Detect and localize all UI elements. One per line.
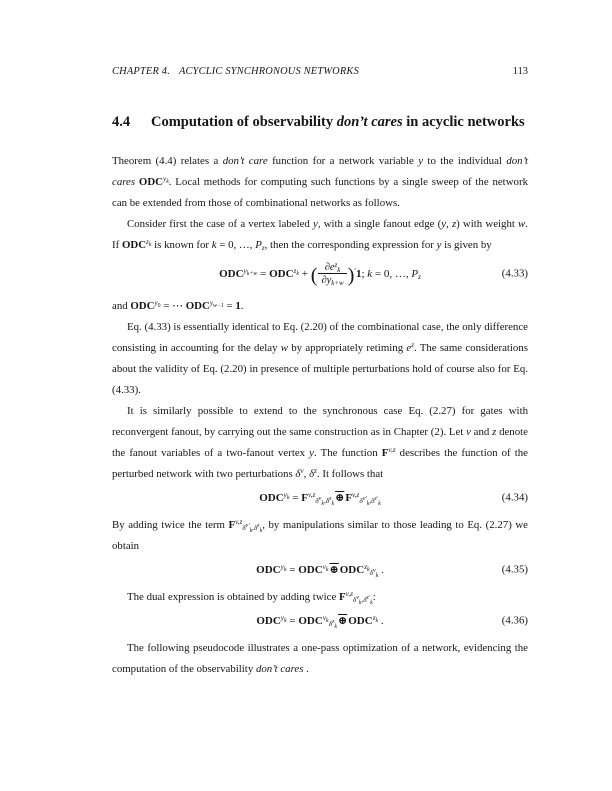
text-run: z [329, 496, 332, 503]
paragraph [112, 296, 528, 317]
text-run: k [321, 501, 324, 508]
text-run: y [163, 175, 167, 184]
fraction [318, 262, 346, 287]
chapter-label: CHAPTER 4. [112, 66, 170, 77]
text-run: k [367, 268, 373, 281]
text-run: k [358, 599, 362, 606]
text-run: Computation of observability [151, 114, 337, 130]
text-run: 1 [235, 299, 241, 312]
text-run [346, 590, 353, 598]
text-run: is known for [151, 239, 212, 251]
text-run [283, 491, 290, 502]
text-run: δ [363, 595, 367, 604]
text-run: ODC [348, 614, 373, 627]
text-run: v [300, 467, 304, 476]
text-run: ODC [219, 268, 244, 281]
text-run: k [249, 527, 253, 534]
text-run: z [334, 261, 338, 269]
text-run [293, 267, 299, 278]
text-run: = [257, 268, 270, 281]
text-run: w [280, 341, 289, 354]
text-run: k [370, 599, 373, 606]
text-run: . [303, 662, 309, 675]
text-run: ODC [130, 299, 155, 312]
text-run: = [289, 491, 302, 504]
text-run: δ [295, 467, 301, 480]
text-run: F [381, 446, 389, 459]
text-run: w−1 [213, 303, 224, 310]
text-run: k [286, 495, 290, 502]
paragraph [112, 587, 528, 608]
text-run: , [323, 497, 326, 505]
chapter-title [112, 66, 359, 77]
text-run: k [325, 567, 329, 574]
text-run: k [367, 567, 370, 574]
text-run: y [209, 299, 213, 308]
text-run: , with a single fanout edge ( [317, 218, 442, 230]
text-run: = ⋯ [160, 299, 186, 312]
fraction-numerator [318, 262, 346, 273]
text-run: y [441, 218, 447, 230]
text-run: : [372, 590, 376, 603]
page-number: 113 [512, 66, 528, 77]
text-run: δ [328, 619, 333, 628]
text-run: , [303, 467, 310, 480]
text-run [372, 614, 379, 625]
text-run: 0 [157, 303, 161, 310]
text-run: k [334, 623, 338, 630]
text-run: ODC [269, 268, 294, 281]
text-run: denote the fanout variables of a two-fanout vertex [112, 425, 528, 459]
text-run: = 0, …, [216, 239, 256, 251]
text-run: y [309, 446, 314, 459]
text-run: don’t cares [255, 662, 304, 675]
text-run: F [301, 491, 308, 504]
text-run: It is similarly possible to extend to the synchronous case Eq. (2.27) for gates with reconvergent fanout, by carrying out the same construction as in Chapter (2). Let [112, 404, 528, 438]
text-run: k [259, 527, 263, 534]
text-run: k [326, 618, 329, 625]
paragraph [112, 515, 528, 557]
text-run: . If [112, 218, 528, 251]
section-title-line2 [467, 114, 524, 130]
text-run: z′ [366, 595, 371, 602]
text-run: Theorem (4.4) relates a [112, 155, 223, 167]
text-run: z [372, 614, 376, 623]
text-run: v,z [307, 491, 316, 500]
body-text [112, 151, 528, 680]
paragraph [112, 151, 528, 214]
text-run: P [255, 239, 262, 251]
text-run: = [223, 299, 236, 312]
text-run: z [364, 563, 368, 572]
text-run: ODC [298, 563, 323, 576]
equation-number: (4.33) [501, 268, 528, 281]
text-run: ODC [121, 239, 147, 251]
text-run: = 0, …, [372, 268, 412, 281]
text-run: z [332, 619, 335, 626]
text-run: F [228, 518, 236, 531]
text-run: y [280, 563, 284, 572]
text-run: and [470, 425, 493, 438]
text-run: y [326, 275, 332, 287]
text-run: don’t care [222, 155, 268, 167]
text-run: δ [371, 497, 375, 505]
text-run: k [296, 271, 299, 278]
text-run [359, 496, 381, 508]
text-run: F [339, 590, 346, 603]
text-run: F [345, 491, 353, 504]
text-run: y [283, 491, 287, 500]
text-run: . [378, 614, 384, 627]
text-run: By adding twice the term [112, 518, 229, 531]
paragraph [112, 214, 528, 256]
text-run [154, 299, 161, 310]
text-run: δ [315, 497, 319, 505]
equation-body [259, 491, 381, 506]
text-run [315, 496, 335, 508]
text-run: ⊕ [335, 491, 345, 504]
text-run: v′ [245, 523, 250, 530]
text-run: v [466, 425, 471, 438]
text-run: describes the function of the perturbed network with two perturbations [112, 446, 528, 480]
text-run: v,z [352, 491, 360, 500]
text-run: v′ [362, 496, 367, 503]
text-run: y [243, 267, 247, 276]
text-run: The dual expression is obtained by adding twice [127, 590, 340, 603]
text-run [209, 299, 224, 310]
text-run: ODC [298, 614, 323, 627]
text-run: k [366, 501, 370, 508]
text-run: z [146, 238, 149, 247]
section-heading [112, 106, 528, 138]
text-run: ; [361, 268, 368, 281]
text-run: z [492, 425, 497, 438]
text-run: k+w [331, 280, 344, 288]
text-run: v [356, 595, 359, 602]
text-run: don’t cares [336, 114, 403, 130]
equation-body [256, 563, 384, 578]
text-run: and [112, 299, 131, 312]
text-run: ( [310, 264, 318, 287]
text-run: y [154, 299, 158, 308]
text-run: k [284, 618, 287, 625]
equation [112, 491, 528, 506]
text-run [322, 563, 329, 574]
text-run: ∂ [324, 262, 330, 273]
text-run: , [252, 523, 254, 532]
text-run: . The same considerations about the validity of Eq. (2.20) in presence of multiple perturbations hold of course also for Eq. (4.33). [112, 341, 528, 396]
text-run: k [211, 239, 217, 251]
text-run: in acyclic [402, 114, 464, 130]
text-run: ⊕ [329, 563, 339, 576]
equation-number: (4.35) [501, 563, 528, 576]
text-run: don’t cares [112, 155, 529, 188]
text-run: δ [309, 467, 315, 480]
text-run: Consider first the case of a vertex labeled [127, 218, 313, 230]
text-run: P [411, 268, 419, 281]
equation-number: (4.34) [501, 492, 528, 505]
text-run: k+w [246, 271, 258, 278]
text-run: is given by [441, 239, 492, 251]
section-title [151, 106, 528, 138]
fraction-denominator [318, 273, 346, 286]
text-run: y [418, 155, 424, 167]
paragraph [112, 317, 528, 401]
text-run: = [286, 614, 299, 627]
text-run: k [378, 501, 381, 508]
equation [112, 563, 528, 578]
text-run: ′ [354, 267, 356, 276]
text-run [388, 446, 395, 454]
text-run: Eq. (4.33) is essentially identical to Eq. (2.20) of the combinational case, the only difference consisting in accounting for the delay [112, 320, 528, 354]
text-run: v [373, 568, 376, 575]
text-run [370, 569, 379, 577]
text-run: v [322, 563, 326, 572]
text-run: 1 [355, 268, 362, 281]
equation-body [219, 262, 421, 287]
text-run [146, 238, 152, 249]
text-run: , by manipulations similar to those leading to Eq. (2.27) we obtain [112, 518, 528, 552]
equation-number: (4.36) [501, 614, 528, 627]
text-run: k [337, 266, 341, 274]
text-run: ODC [339, 563, 365, 576]
paragraph [112, 401, 528, 485]
text-run: ) with weight [456, 218, 519, 230]
equation [112, 614, 528, 629]
text-run: . [240, 299, 244, 312]
text-run: v,z [388, 446, 396, 455]
text-run: , [361, 595, 364, 604]
text-run: δ [325, 497, 330, 505]
chapter-name: ACYCLIC SYNCHRONOUS NETWORKS [179, 66, 359, 77]
text-run: k [375, 572, 379, 579]
text-run [353, 596, 373, 604]
text-run: z [451, 218, 457, 230]
text-run: y [436, 239, 442, 251]
text-run: ODC [256, 614, 281, 627]
section-number: 4.4 [112, 114, 131, 130]
text-run: k [148, 242, 152, 249]
text-run: e [406, 341, 412, 354]
running-head [112, 66, 528, 77]
section-title-line1 [151, 114, 464, 130]
text-run: + [298, 268, 311, 281]
text-run: z [293, 267, 297, 276]
text-run: δ [253, 523, 258, 532]
text-run: z [411, 341, 414, 350]
text-run: z′ [374, 496, 379, 503]
text-run: z [257, 523, 260, 530]
text-run: z [261, 244, 265, 252]
text-run: function for a network variable [267, 155, 419, 167]
text-run: v,z [235, 518, 243, 527]
text-run: . Local methods for computing such functions by a single sweep of the network can be extended from those of combinational networks as follows. [112, 176, 528, 209]
text-run: k [283, 567, 287, 574]
text-run: z [418, 273, 421, 282]
text-run: , [369, 497, 372, 505]
text-run: w [518, 218, 526, 230]
text-run: , then the corresponding expression for [264, 239, 437, 251]
text-run [243, 267, 258, 278]
text-run [280, 563, 287, 574]
text-run: ODC [138, 176, 163, 188]
text-run: ODC [256, 563, 281, 576]
text-run: δ [369, 568, 374, 577]
text-run: e [329, 262, 335, 273]
text-run [242, 524, 262, 532]
text-run: y [313, 218, 318, 230]
text-run: v [322, 614, 327, 623]
text-run [329, 620, 337, 628]
text-run: ⊕ [338, 614, 348, 627]
text-run: The following pseudocode illustrates a one-pass optimization of a network, evidencing the computation of the observability [112, 641, 528, 675]
text-run: . The function [313, 446, 382, 459]
text-run: k [166, 179, 169, 186]
text-run: δ [352, 595, 357, 604]
equation [112, 262, 528, 287]
text-run: = [286, 563, 299, 576]
text-run: . [378, 563, 384, 576]
text-run [163, 175, 169, 186]
text-run: z [314, 467, 317, 476]
text-run: ) [347, 264, 355, 287]
text-run: ∂ [321, 275, 327, 287]
text-run: v [318, 496, 322, 503]
text-run: ODC [185, 299, 210, 312]
text-run: . It follows that [316, 467, 384, 480]
text-run: ODC [259, 491, 284, 504]
equation-body [256, 614, 383, 629]
paragraph [112, 638, 528, 680]
text-run: y [280, 614, 285, 623]
text-run [280, 614, 287, 625]
text-run: , [446, 218, 452, 230]
text-run: k [331, 501, 335, 508]
text-run: to the individual [423, 155, 507, 167]
text-run: by appropriately retiming [288, 341, 407, 354]
text-run: δ [242, 523, 246, 532]
text-run: δ [359, 497, 363, 505]
page-content [112, 66, 528, 680]
text-run: k [375, 618, 379, 625]
text-run: networks [467, 114, 525, 130]
text-run: v,z [345, 590, 353, 599]
